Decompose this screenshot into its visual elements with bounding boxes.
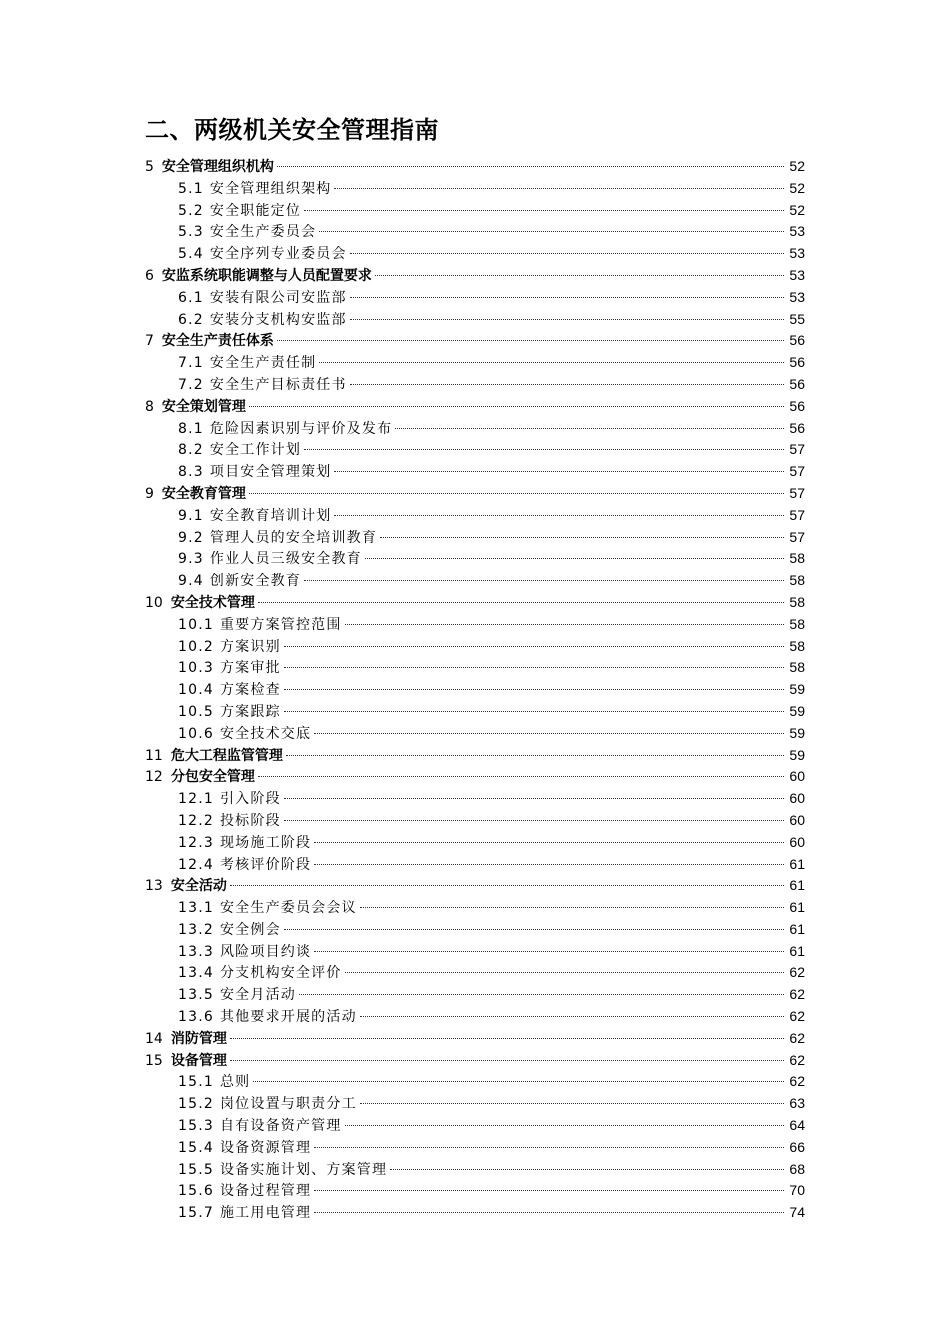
toc-entry-number: 10.2 (178, 638, 214, 655)
toc-entry-label (145, 593, 255, 615)
toc-page-number: 53 (789, 266, 805, 283)
toc-section-entry[interactable] (145, 352, 805, 374)
toc-section-entry[interactable] (145, 1180, 805, 1202)
toc-page-number: 53 (789, 245, 805, 262)
toc-entry-title: 安全管理组织架构 (209, 180, 332, 197)
toc-entry-title: 安全管理组织机构 (161, 159, 274, 175)
toc-entry-title: 安装有限公司安监部 (209, 289, 347, 306)
toc-entry-label (178, 637, 281, 659)
toc-section-entry[interactable] (145, 1202, 805, 1224)
toc-section-entry[interactable] (145, 897, 805, 919)
toc-section-entry[interactable] (145, 832, 805, 854)
toc-section-entry[interactable] (145, 439, 805, 461)
toc-entry-label (178, 811, 281, 833)
toc-page-number: 55 (789, 310, 805, 327)
toc-page-number: 57 (789, 484, 805, 501)
toc-entry-label (178, 1094, 357, 1116)
toc-entry-title: 安全工作计划 (209, 442, 302, 459)
toc-entry-number: 12.3 (178, 834, 214, 851)
toc-entry-title: 方案检查 (219, 682, 281, 699)
toc-dot-leader (350, 319, 784, 320)
toc-entry-number: 9.1 (178, 507, 204, 524)
toc-chapter-entry[interactable] (145, 1028, 805, 1050)
toc-dot-leader (230, 1038, 784, 1039)
toc-entry-number: 5.1 (178, 180, 204, 197)
toc-entry-number: 10.6 (178, 725, 214, 742)
toc-entry-title: 设备管理 (170, 1052, 227, 1069)
toc-chapter-entry[interactable] (145, 265, 805, 287)
toc-entry-title: 危险因素识别与评价及发布 (209, 420, 393, 437)
toc-entry-number: 6.2 (178, 311, 204, 328)
toc-page-number: 52 (789, 201, 805, 218)
toc-entry-number: 12.1 (178, 791, 214, 808)
toc-entry-number: 15.1 (178, 1074, 214, 1091)
toc-dot-leader (314, 1147, 784, 1148)
toc-entry-number: 5.3 (178, 224, 204, 241)
toc-entry-title: 安全活动 (170, 878, 227, 895)
toc-page-number: 59 (789, 681, 805, 698)
toc-entry-label (178, 615, 342, 637)
toc-section-entry[interactable] (145, 374, 805, 396)
toc-page-number: 62 (789, 1051, 805, 1068)
toc-page-number: 52 (789, 158, 805, 174)
toc-entry-number: 15.4 (178, 1139, 214, 1156)
toc-page-number: 61 (789, 855, 805, 872)
toc-entry-title: 创新安全教育 (209, 573, 302, 590)
toc-entry-label (178, 549, 362, 571)
toc-entry-label (178, 680, 281, 702)
toc-entry-title: 方案识别 (219, 638, 281, 655)
toc-entry-number: 8.1 (178, 420, 204, 437)
toc-section-entry[interactable] (145, 1006, 805, 1028)
toc-entry-number: 13.5 (178, 987, 214, 1004)
toc-entry-title: 安全教育培训计划 (209, 507, 332, 524)
toc-entry-label (178, 942, 311, 964)
toc-entry-title: 方案审批 (219, 660, 281, 677)
toc-entry-title: 考核评价阶段 (219, 856, 312, 873)
toc-dot-leader (334, 188, 784, 189)
toc-entry-title: 安全技术管理 (170, 594, 255, 611)
toc-entry-number: 10 (145, 594, 163, 611)
toc-dot-leader (258, 602, 784, 603)
toc-dot-leader (314, 1212, 784, 1213)
toc-entry-title: 自有设备资产管理 (219, 1118, 342, 1135)
toc-entry-number: 9.2 (178, 529, 204, 546)
toc-dot-leader (345, 624, 784, 625)
toc-entry-label (178, 1181, 311, 1203)
toc-entry-number: 13.1 (178, 900, 214, 917)
toc-entry-number: 6.1 (178, 289, 204, 306)
toc-entry-title: 消防管理 (170, 1030, 227, 1047)
toc-section-entry[interactable] (145, 636, 805, 658)
toc-page-number: 59 (789, 702, 805, 719)
toc-entry-label (178, 963, 342, 985)
toc-entry-title: 分支机构安全评价 (219, 965, 342, 982)
toc-dot-leader (365, 558, 784, 559)
toc-dot-leader (299, 994, 784, 995)
toc-dot-leader (350, 253, 784, 254)
toc-section-entry[interactable] (145, 919, 805, 941)
toc-entry-number: 5.2 (178, 202, 204, 219)
toc-entry-number: 9 (145, 485, 154, 502)
toc-entry-label (178, 898, 357, 920)
toc-entry-label (178, 658, 281, 680)
toc-page-number: 58 (789, 637, 805, 654)
toc-entry-title: 管理人员的安全培训教育 (209, 529, 378, 546)
toc-entry-number: 13.3 (178, 943, 214, 960)
toc-dot-leader (249, 406, 784, 407)
toc-page-number: 70 (789, 1182, 805, 1199)
toc-entry-title: 施工用电管理 (219, 1205, 312, 1222)
toc-entry-label (178, 462, 331, 484)
toc-section-entry[interactable] (145, 657, 805, 679)
toc-page-number: 57 (789, 528, 805, 545)
toc-entry-title: 现场施工阶段 (219, 834, 312, 851)
toc-entry-label (145, 397, 246, 419)
toc-section-entry[interactable] (145, 418, 805, 440)
toc-dot-leader (360, 1103, 784, 1104)
toc-page-number: 64 (789, 1117, 805, 1134)
toc-entry-number: 12 (145, 769, 163, 786)
toc-dot-leader (284, 711, 784, 712)
toc-section-entry[interactable] (145, 679, 805, 701)
toc-page-number: 56 (789, 419, 805, 436)
toc-entry-title: 安全序列专业委员会 (209, 246, 347, 263)
toc-page-number: 74 (789, 1204, 805, 1221)
toc-entry-number: 15.5 (178, 1161, 214, 1178)
toc-dot-leader (284, 667, 784, 668)
toc-section-entry[interactable] (145, 200, 805, 222)
toc-dot-leader (375, 275, 784, 276)
toc-dot-leader (314, 951, 784, 952)
toc-section-entry[interactable] (145, 723, 805, 745)
toc-chapter-entry[interactable] (145, 156, 805, 178)
toc-entry-title: 安全例会 (219, 921, 281, 938)
toc-entry-title: 安全生产委员会 (209, 224, 317, 241)
toc-page-number: 60 (789, 790, 805, 807)
toc-entry-label (178, 375, 347, 397)
toc-page-number: 59 (789, 724, 805, 741)
toc-page-number: 57 (789, 506, 805, 523)
toc-page-number: 57 (789, 441, 805, 458)
toc-section-entry[interactable] (145, 1093, 805, 1115)
toc-entry-number: 7.1 (178, 355, 204, 372)
toc-entry-label (178, 201, 301, 223)
toc-section-entry[interactable] (145, 962, 805, 984)
toc-entry-label (178, 724, 311, 746)
toc-entry-title: 投标阶段 (219, 812, 281, 829)
toc-entry-title: 方案跟踪 (219, 703, 281, 720)
toc-entry-label (145, 1029, 227, 1051)
toc-dot-leader (230, 885, 784, 886)
toc-section-entry[interactable] (145, 1115, 805, 1137)
toc-entry-title: 安全教育管理 (161, 485, 246, 502)
toc-dot-leader (319, 362, 784, 363)
toc-chapter-entry[interactable] (145, 483, 805, 505)
toc-dot-leader (345, 972, 784, 973)
toc-entry-label (145, 876, 227, 898)
toc-dot-leader (249, 493, 784, 494)
toc-section-entry[interactable] (145, 788, 805, 810)
toc-entry-label (178, 419, 392, 441)
toc-page-number: 58 (789, 572, 805, 589)
toc-section-entry[interactable] (145, 701, 805, 723)
toc-chapter-entry[interactable] (145, 330, 805, 352)
toc-entry-label (178, 1138, 311, 1160)
toc-entry-number: 12.4 (178, 856, 214, 873)
toc-entry-number: 14 (145, 1030, 163, 1047)
toc-page-number: 62 (789, 1029, 805, 1046)
toc-entry-title: 安全技术交底 (219, 725, 312, 742)
toc-entry-number: 10.1 (178, 616, 214, 633)
toc-entry-label (178, 353, 316, 375)
toc-dot-leader (350, 297, 784, 298)
toc-section-entry[interactable] (145, 1137, 805, 1159)
toc-dot-leader (314, 842, 784, 843)
toc-entry-title: 设备实施计划、方案管理 (219, 1161, 388, 1178)
toc-entry-label (145, 746, 283, 768)
toc-entry-label (178, 222, 316, 244)
toc-entry-label (178, 244, 347, 266)
toc-entry-title: 安全生产责任体系 (161, 333, 274, 350)
toc-entry-title: 安全生产委员会会议 (219, 900, 357, 917)
toc-entry-label (178, 985, 296, 1007)
toc-entry-title: 安全职能定位 (209, 202, 302, 219)
toc-dot-leader (253, 1081, 784, 1082)
toc-page-number: 61 (789, 920, 805, 937)
toc-dot-leader (304, 449, 784, 450)
toc-entry-number: 6 (145, 267, 154, 284)
toc-dot-leader (345, 1125, 784, 1126)
toc-entry-label (178, 855, 311, 877)
toc-section-entry[interactable] (145, 854, 805, 876)
toc-section-entry[interactable] (145, 505, 805, 527)
toc-entry-number: 13.6 (178, 1009, 214, 1026)
toc-dot-leader (360, 1016, 784, 1017)
toc-entry-number: 13.4 (178, 965, 214, 982)
toc-dot-leader (284, 798, 784, 799)
toc-entry-title: 引入阶段 (219, 791, 281, 808)
toc-entry-title: 重要方案管控范围 (219, 616, 342, 633)
toc-entry-label (178, 833, 311, 855)
toc-dot-leader (334, 471, 784, 472)
toc-dot-leader (314, 1190, 784, 1191)
page-title: 二、两级机关安全管理指南 (145, 116, 439, 144)
toc-dot-leader (314, 733, 784, 734)
toc-page-number: 53 (789, 288, 805, 305)
toc-entry-label (178, 702, 281, 724)
toc-entry-label (178, 571, 301, 593)
toc-dot-leader (395, 428, 784, 429)
toc-section-entry[interactable] (145, 243, 805, 265)
toc-page-number: 56 (789, 332, 805, 349)
toc-section-entry[interactable] (145, 984, 805, 1006)
toc-entry-label (178, 1203, 311, 1225)
toc-entry-label (178, 288, 347, 310)
toc-entry-title: 设备资源管理 (219, 1139, 312, 1156)
toc-entry-number: 10.3 (178, 660, 214, 677)
toc-dot-leader (284, 929, 784, 930)
toc-entry-number: 5.4 (178, 246, 204, 263)
toc-entry-label (178, 179, 331, 201)
toc-entry-label (178, 1160, 387, 1182)
toc-entry-number: 15.6 (178, 1183, 214, 1200)
toc-entry-number: 7.2 (178, 376, 204, 393)
toc-entry-number: 13 (145, 878, 163, 895)
toc-entry-label (178, 1072, 250, 1094)
toc-entry-label (145, 484, 246, 506)
toc-page-number: 62 (789, 986, 805, 1003)
toc-entry-label (178, 1116, 342, 1138)
toc-entry-label (178, 528, 377, 550)
toc-entry-number: 12.2 (178, 812, 214, 829)
toc-entry-label (145, 266, 372, 288)
toc-entry-number: 15 (145, 1052, 163, 1069)
toc-page-number: 58 (789, 593, 805, 610)
toc-chapter-entry[interactable] (145, 592, 805, 614)
toc-dot-leader (284, 646, 784, 647)
toc-chapter-entry[interactable] (145, 1050, 805, 1072)
toc-entry-title: 总则 (219, 1074, 251, 1091)
toc-section-entry[interactable] (145, 941, 805, 963)
toc-page-number: 53 (789, 223, 805, 240)
table-of-contents (145, 156, 805, 1224)
toc-page-number: 56 (789, 354, 805, 371)
toc-entry-number: 15.7 (178, 1205, 214, 1222)
toc-entry-label (178, 1007, 357, 1029)
toc-page-number: 60 (789, 811, 805, 828)
toc-entry-number: 10.5 (178, 703, 214, 720)
toc-section-entry[interactable] (145, 221, 805, 243)
toc-dot-leader (304, 210, 784, 211)
toc-page-number: 58 (789, 615, 805, 632)
toc-entry-number: 8.2 (178, 442, 204, 459)
toc-page-number: 60 (789, 768, 805, 785)
toc-section-entry[interactable] (145, 287, 805, 309)
toc-section-entry[interactable] (145, 1159, 805, 1181)
toc-page-number: 62 (789, 964, 805, 981)
toc-entry-number: 5 (145, 159, 154, 175)
toc-entry-title: 安监系统职能调整与人员配置要求 (161, 267, 372, 284)
toc-entry-number: 15.3 (178, 1118, 214, 1135)
toc-entry-title: 安全生产目标责任书 (209, 376, 347, 393)
toc-entry-title: 安全生产责任制 (209, 355, 317, 372)
toc-section-entry[interactable] (145, 309, 805, 331)
toc-dot-leader (277, 166, 784, 167)
toc-entry-number: 15.2 (178, 1096, 214, 1113)
toc-entry-title: 设备过程管理 (219, 1183, 312, 1200)
toc-page-number: 62 (789, 1008, 805, 1025)
toc-page-number: 61 (789, 877, 805, 894)
toc-dot-leader (380, 537, 784, 538)
toc-entry-number: 11 (145, 747, 163, 764)
toc-entry-label (178, 789, 281, 811)
toc-dot-leader (284, 689, 784, 690)
toc-dot-leader (319, 231, 784, 232)
toc-page-number: 60 (789, 833, 805, 850)
toc-page-number: 63 (789, 1095, 805, 1112)
toc-page-number: 59 (789, 746, 805, 763)
toc-entry-number: 8 (145, 398, 154, 415)
toc-section-entry[interactable] (145, 461, 805, 483)
toc-page-number: 56 (789, 397, 805, 414)
toc-page-number: 61 (789, 899, 805, 916)
toc-page-number: 61 (789, 942, 805, 959)
toc-section-entry[interactable] (145, 178, 805, 200)
toc-entry-number: 9.3 (178, 551, 204, 568)
toc-entry-number: 10.4 (178, 682, 214, 699)
toc-dot-leader (277, 340, 784, 341)
toc-chapter-entry[interactable] (145, 745, 805, 767)
toc-entry-label (178, 920, 281, 942)
toc-page-number: 58 (789, 550, 805, 567)
toc-entry-title: 风险项目约谈 (219, 943, 312, 960)
toc-section-entry[interactable] (145, 614, 805, 636)
toc-entry-title: 安全策划管理 (161, 398, 246, 415)
toc-chapter-entry[interactable] (145, 766, 805, 788)
toc-entry-label (178, 310, 347, 332)
toc-dot-leader (350, 384, 784, 385)
toc-dot-leader (304, 580, 784, 581)
toc-page-number: 57 (789, 463, 805, 480)
toc-entry-label (178, 440, 301, 462)
toc-entry-number: 8.3 (178, 464, 204, 481)
toc-page-number: 62 (789, 1073, 805, 1090)
toc-page-number: 56 (789, 375, 805, 392)
toc-section-entry[interactable] (145, 527, 805, 549)
toc-entry-title: 安装分支机构安监部 (209, 311, 347, 328)
toc-entry-title: 危大工程监管管理 (170, 747, 283, 764)
toc-section-entry[interactable] (145, 548, 805, 570)
toc-dot-leader (334, 515, 784, 516)
toc-section-entry[interactable] (145, 810, 805, 832)
toc-page-number: 52 (789, 179, 805, 196)
toc-entry-number: 9.4 (178, 573, 204, 590)
toc-entry-title: 项目安全管理策划 (209, 464, 332, 481)
toc-dot-leader (284, 820, 784, 821)
toc-entry-label (145, 331, 274, 353)
toc-dot-leader (390, 1169, 784, 1170)
toc-dot-leader (230, 1060, 784, 1061)
toc-chapter-entry[interactable] (145, 875, 805, 897)
toc-entry-label (145, 1051, 227, 1073)
toc-dot-leader (314, 864, 784, 865)
toc-page-number: 58 (789, 659, 805, 676)
toc-entry-label (178, 506, 331, 528)
toc-page-number: 66 (789, 1138, 805, 1155)
toc-page-number: 68 (789, 1160, 805, 1177)
toc-dot-leader (258, 776, 784, 777)
toc-entry-title: 岗位设置与职责分工 (219, 1096, 357, 1113)
toc-section-entry[interactable] (145, 570, 805, 592)
toc-entry-title: 作业人员三级安全教育 (209, 551, 362, 568)
toc-entry-title: 安全月活动 (219, 987, 296, 1004)
toc-section-entry[interactable] (145, 1071, 805, 1093)
toc-chapter-entry[interactable] (145, 396, 805, 418)
toc-dot-leader (286, 755, 784, 756)
toc-entry-number: 13.2 (178, 921, 214, 938)
toc-entry-title: 分包安全管理 (170, 769, 255, 786)
toc-entry-title: 其他要求开展的活动 (219, 1009, 357, 1026)
toc-entry-number: 7 (145, 333, 154, 350)
toc-entry-label (145, 157, 274, 179)
toc-dot-leader (360, 907, 784, 908)
toc-entry-label (145, 767, 255, 789)
